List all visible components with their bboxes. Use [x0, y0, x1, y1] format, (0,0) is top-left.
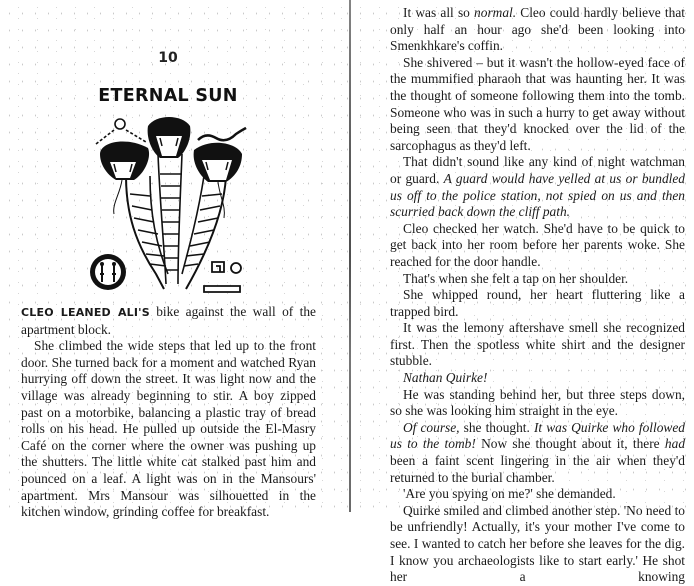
paragraph: It was all so normal. Cleo could hardly believe that only half an hour ago she'd been looking into Smenkhkare's coffin.	[390, 5, 686, 54]
cobra-head-left-icon	[100, 141, 149, 180]
chapter-title: ETERNAL SUN	[98, 86, 238, 106]
paragraph: It was the lemony aftershave smell she recognized first. Then the spotless white shirt and the designer stubble.	[390, 320, 685, 369]
hieroglyph-icons	[204, 262, 241, 292]
paragraph: She shivered – but it wasn't the hollow-eyed face of the mummified pharaoh that was haunting her. It was the thought of someone following them into the tomb. Someone who was in such a hurry to get away without being seen that they'd knocked over the lid of the sarcophagus as they'd left.	[390, 54, 685, 153]
paragraph: He was standing behind her, but three steps down, so she was looking him straight in the eye.	[390, 386, 685, 419]
right-page-body	[390, 5, 685, 586]
paragraph: That didn't sound like any kind of night watchman or guard. A guard would have yelled at us or bundled us off to the police station, not spied on us and then scurried back down the cliff path.	[390, 154, 685, 220]
paragraph: She climbed the wide steps that led up to the front door. She turned back for a moment and watched Ryan hurrying off down the street. It was light now and the village was already beginning to stir. A boy zipped past on a motorbike, balancing a plastic tray of bread rolls on his head. He pulled up outside the El-Masry Café on the corner where the owner was pushing up the shutters. The little white cat stalked past him and pounced on a leaf. A light was on in the Mansours' apartment. Mrs Mansour was silhouetted in the kitchen window, grinding coffee for breakfast.	[21, 338, 316, 520]
paragraph: Nathan Quirke!	[403, 370, 488, 386]
left-page-body	[21, 304, 316, 521]
paragraph: She whipped round, her heart fluttering like a trapped bird.	[390, 287, 685, 319]
three-headed-cobra-illustration	[86, 114, 256, 294]
paragraph: 'Are you spying on me?' she demanded.	[403, 486, 616, 502]
serpent-glyph-icon	[198, 128, 246, 140]
cobra-head-right-icon	[194, 143, 242, 182]
paragraph: Cleo checked her watch. She'd have to be quick to get back into her room before her parents woke. She reached for the door handle.	[390, 220, 685, 269]
chapter-number: 10	[158, 50, 178, 66]
sun-cartouche-icon	[90, 254, 126, 290]
paragraph: bike against the wall of the apartment block.	[21, 304, 316, 337]
paragraph: Of course, she thought. It was Quirke who followed us to the tomb! Now she thought about it, there had been a faint scent lingering in the air when they'd returned to the burial chamber.	[390, 419, 686, 485]
opening-lead: CLEO LEANED ALI'S	[21, 306, 150, 319]
right-page	[352, 0, 694, 585]
sun-glyph-icon	[115, 119, 125, 129]
left-page	[0, 0, 349, 520]
paragraph: Quirke smiled and climbed another step. 'No need to be unfriendly! Actually, it's your mother I've come to see. I wanted to catch her before she leaves for the dig. I know you archaeologists like to start early.' He shot her a knowing	[390, 502, 685, 585]
book-gutter	[349, 0, 351, 512]
cobra-head-center-icon	[148, 117, 191, 158]
paragraph: That's when she felt a tap on her shoulder.	[403, 270, 629, 286]
